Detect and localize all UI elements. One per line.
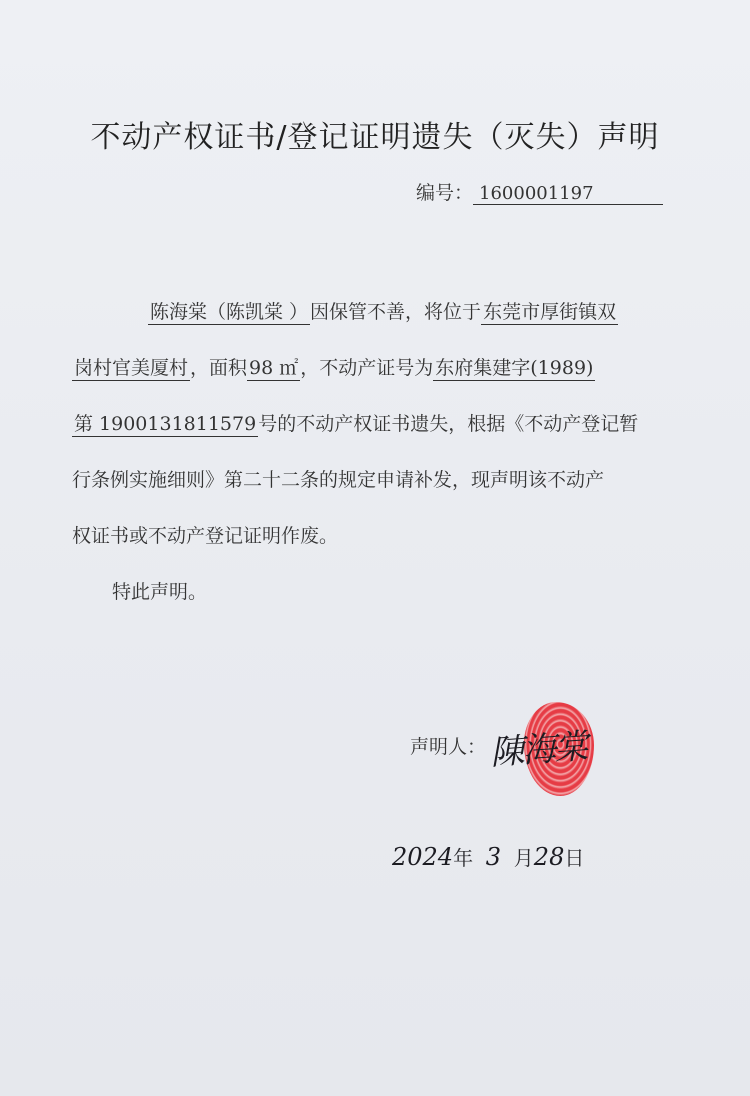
date-month: 3 bbox=[485, 843, 502, 871]
declarant-label: 声明人： bbox=[410, 736, 487, 758]
handwritten-signature: 陳海棠 bbox=[488, 726, 588, 774]
page-title: 不动产权证书/登记证明遗失（灭失）声明 bbox=[90, 120, 660, 155]
owner-name: 陈海棠（陈凯棠 ） bbox=[150, 301, 309, 323]
certificate-number-2: 第 1900131811579 bbox=[74, 413, 257, 435]
serial-number bbox=[416, 178, 666, 205]
body-line-5: 权证书或不动产登记证明作废。 bbox=[72, 525, 339, 547]
date-day: 28 bbox=[533, 843, 565, 871]
area-label: ，面积 bbox=[190, 357, 248, 379]
property-area: 98 ㎡ bbox=[249, 357, 299, 379]
signing-date bbox=[392, 842, 584, 871]
property-location-1: 东莞市厚街镇双 bbox=[483, 301, 617, 323]
date-day-unit: 日 bbox=[564, 846, 585, 870]
body-line-1 bbox=[72, 284, 672, 340]
property-location-2: 岗村官美厦村 bbox=[74, 357, 189, 379]
date-year: 2024 bbox=[392, 843, 454, 871]
body-line-3 bbox=[72, 396, 672, 452]
body-text-3: 号的不动产权证书遗失，根据《不动产登记暂 bbox=[258, 413, 639, 435]
date-month-unit: 月 bbox=[513, 846, 534, 870]
cert-label: ，不动产证号为 bbox=[300, 357, 434, 379]
body-line-4: 行条例实施细则》第二十二条的规定申请补发，现声明该不动产 bbox=[72, 469, 605, 491]
certificate-number-1: 东府集建字(1989) bbox=[435, 357, 594, 379]
body-line-2 bbox=[72, 340, 672, 396]
serial-number-label: 编号： bbox=[416, 182, 474, 204]
serial-number-value: 1600001197 bbox=[473, 183, 663, 205]
date-year-unit: 年 bbox=[453, 846, 474, 870]
closing-statement: 特此声明。 bbox=[112, 581, 208, 603]
body-text-after-name: 因保管不善，将位于 bbox=[310, 301, 482, 323]
